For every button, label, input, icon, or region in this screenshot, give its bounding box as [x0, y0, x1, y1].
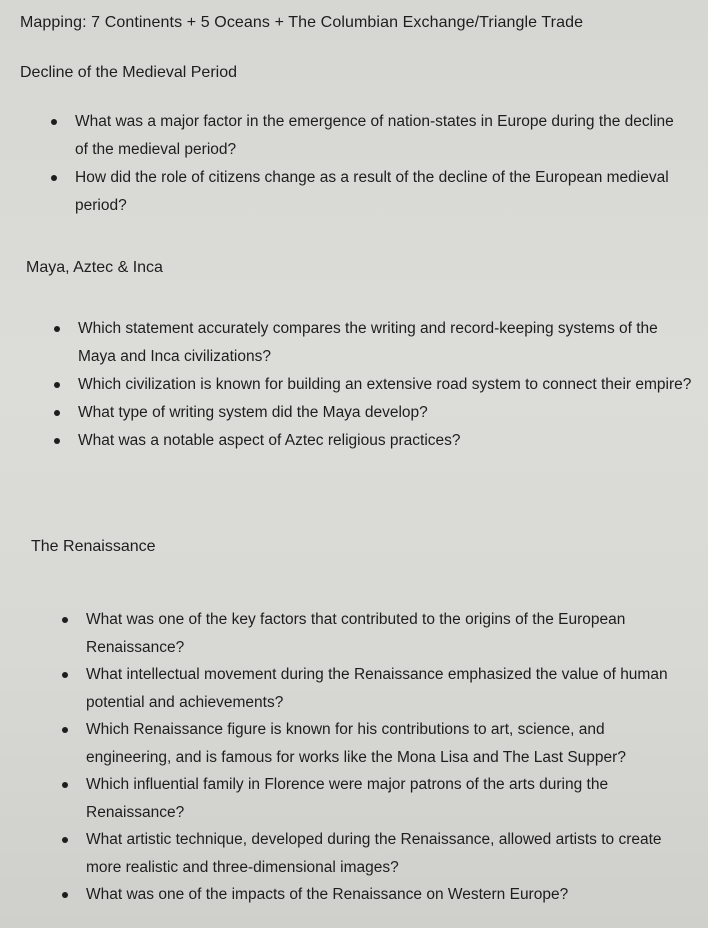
list-item	[86, 826, 686, 881]
list-item	[86, 716, 686, 771]
list-item	[75, 164, 685, 220]
bullet-icon	[54, 326, 60, 332]
question-text: How did the role of citizens change as a result of the decline of the European medieval period?	[75, 169, 669, 214]
question-list-maya-aztec-inca	[78, 315, 698, 455]
list-item	[75, 108, 685, 164]
list-item	[78, 427, 698, 455]
bullet-icon	[62, 617, 68, 623]
bullet-icon	[62, 727, 68, 733]
bullet-icon	[51, 175, 57, 181]
list-item	[86, 606, 686, 661]
question-text: What artistic technique, developed during the Renaissance, allowed artists to create more realistic and three-dimensional images?	[86, 831, 662, 876]
list-item	[86, 661, 686, 716]
question-list-renaissance	[86, 606, 686, 909]
list-item	[86, 881, 686, 909]
bullet-icon	[54, 382, 60, 388]
section-heading-renaissance: The Renaissance	[31, 538, 156, 555]
list-item	[86, 771, 686, 826]
question-text: Which civilization is known for building an extensive road system to connect their empire?	[78, 376, 692, 393]
bullet-icon	[51, 119, 57, 125]
page-title: Mapping: 7 Continents + 5 Oceans + The Columbian Exchange/Triangle Trade	[20, 14, 584, 31]
bullet-icon	[62, 892, 68, 898]
question-list-medieval	[75, 108, 685, 220]
question-text: What was one of the key factors that contributed to the origins of the European Renaissance?	[86, 611, 626, 656]
bullet-icon	[62, 782, 68, 788]
question-text: What type of writing system did the Maya develop?	[78, 404, 428, 421]
question-text: What was one of the impacts of the Renaissance on Western Europe?	[86, 886, 569, 903]
question-text: What intellectual movement during the Renaissance emphasized the value of human potential and achievements?	[86, 666, 668, 711]
section-heading-maya-aztec-inca: Maya, Aztec & Inca	[26, 259, 163, 276]
bullet-icon	[62, 837, 68, 843]
section-heading-medieval: Decline of the Medieval Period	[20, 64, 238, 81]
list-item	[78, 371, 698, 399]
bullet-icon	[54, 410, 60, 416]
bullet-icon	[54, 438, 60, 444]
bullet-icon	[62, 672, 68, 678]
question-text: Which statement accurately compares the writing and record-keeping systems of the Maya and Inca civilizations?	[78, 320, 658, 365]
question-text: What was a major factor in the emergence of nation-states in Europe during the decline of the medieval period?	[75, 113, 674, 158]
list-item	[78, 315, 698, 371]
question-text: What was a notable aspect of Aztec religious practices?	[78, 432, 461, 449]
question-text: Which influential family in Florence were major patrons of the arts during the Renaissance?	[86, 776, 609, 821]
question-text: Which Renaissance figure is known for his contributions to art, science, and engineering, and is famous for works like the Mona Lisa and The Last Supper?	[86, 721, 626, 766]
list-item	[78, 399, 698, 427]
